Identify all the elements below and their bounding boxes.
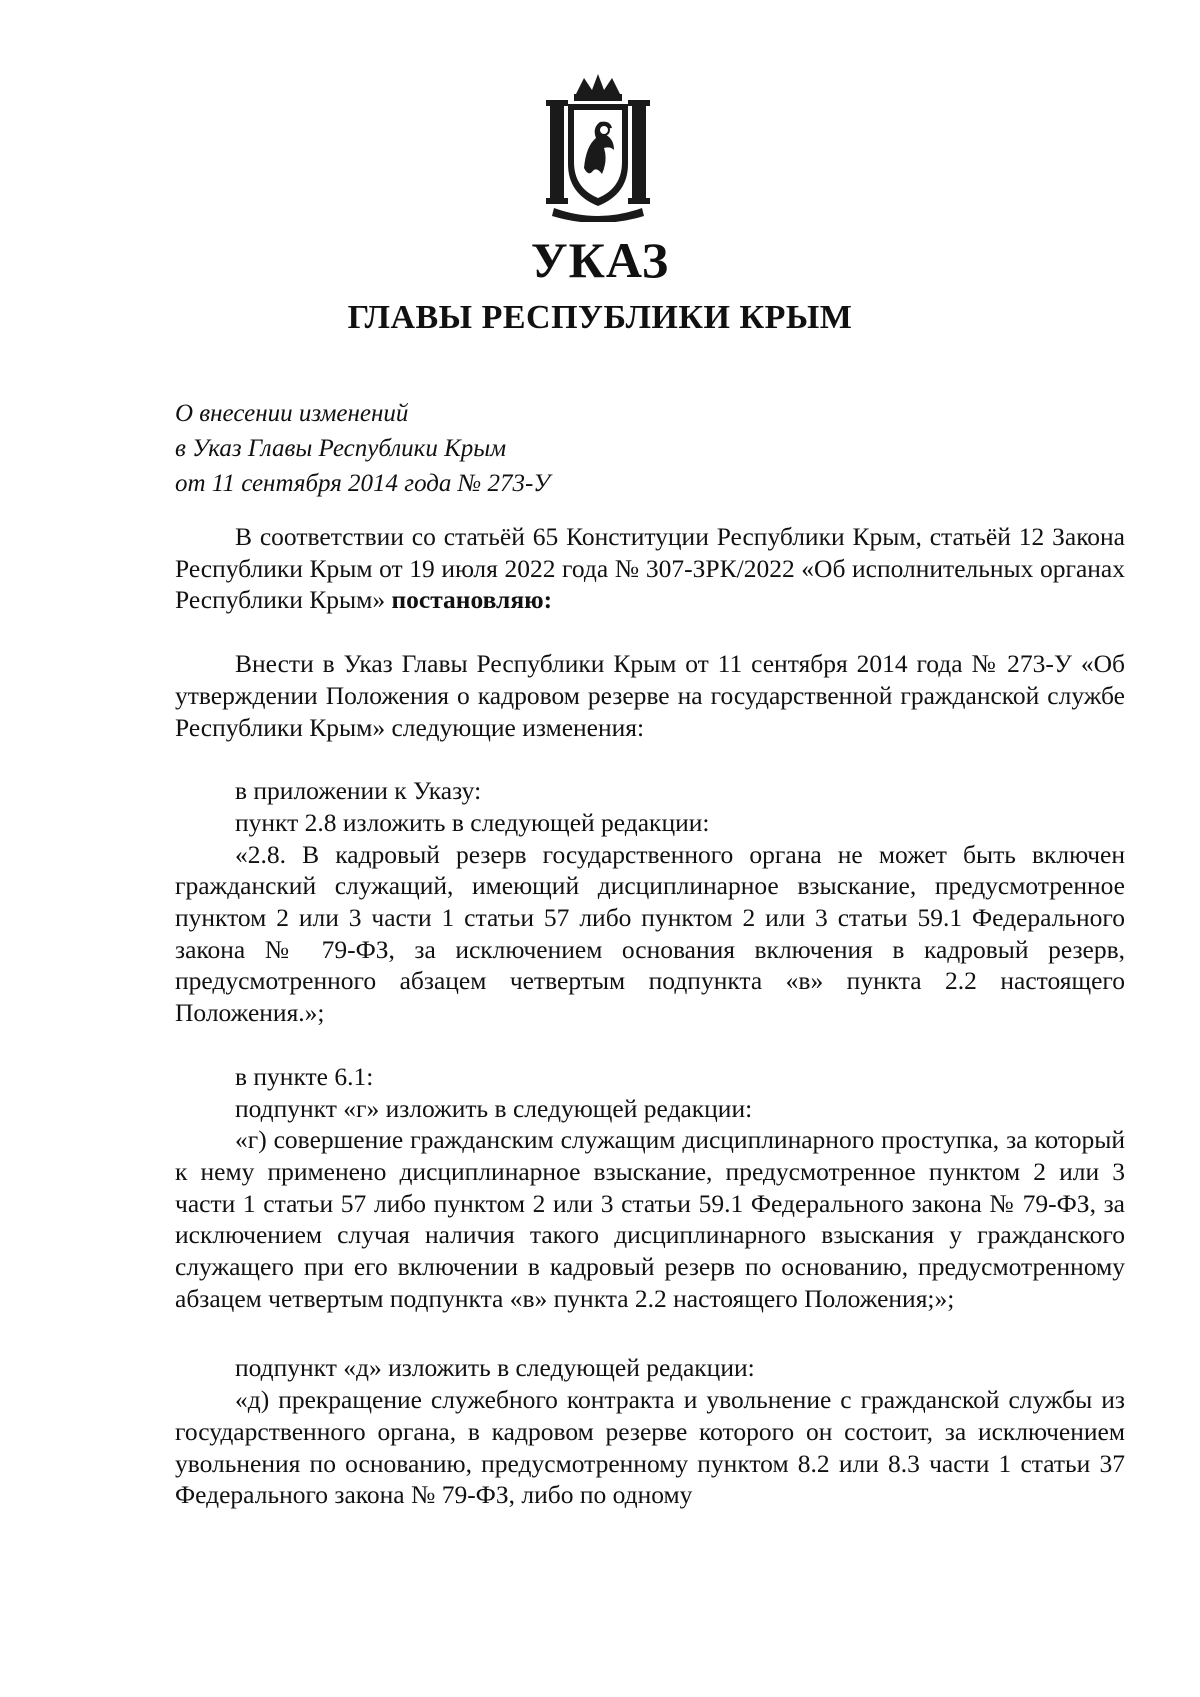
spacer [175, 1029, 1125, 1061]
body-paragraph: в пункте 6.1: [235, 1061, 374, 1091]
body-paragraph: подпункт «г» изложить в следующей редакции: [235, 1093, 753, 1123]
preamble-paragraph [175, 521, 1125, 616]
spacer [175, 616, 1125, 648]
document-title: УКАЗ [530, 232, 670, 288]
preamble-text: В соответствии со статьёй 65 Конституции Республики Крым, статьёй 12 Закона Республики Крым от 19 июля 2022 года № 307-ЗРК/2022 «Об исполнительных органах Республики Крым» [175, 522, 1125, 615]
body-paragraph: «д) прекращение служебного контракта и увольнение с гражданской службы из государственного органа, в кадровом резерве которого он состоит, за исключением увольнения по основанию, предусмотренному пунктом 8.2 или 8.3 части 1 статьи 37 Федерального закона № 79-ФЗ, либо по одному [175, 1385, 1125, 1510]
document-body [175, 521, 1125, 1511]
body-paragraph: подпункт «д» изложить в следующей редакции: [235, 1353, 755, 1383]
caption-line: в Указ Главы Республики Крым [175, 435, 507, 462]
document-subtitle: ГЛАВЫ РЕСПУБЛИКИ КРЫМ [347, 299, 853, 336]
preamble-operative-word: постановляю [391, 585, 544, 615]
body-paragraph: пункт 2.8 изложить в следующей редакции: [235, 807, 710, 837]
caption-line: от 11 сентября 2014 года № 273-У [175, 470, 551, 497]
preamble-colon: : [543, 585, 553, 615]
decree-caption [175, 396, 775, 501]
body-paragraph: Внести в Указ Главы Республики Крым от 11 сентября 2014 года № 273-У «Об утверждении Положения о кадровом резерве на государственной гражданской службе Республики Крым» следующие изменения: [175, 649, 1125, 742]
spacer [175, 743, 1125, 775]
body-paragraph: «2.8. В кадровый резерв государственного органа не может быть включен гражданский служащий, имеющий дисциплинарное взыскание, предусмотренное пунктом 2 или 3 части 1 статьи 57 либо пунктом 2 или 3 статьи 59.1 Федерального закона № 79-ФЗ, за исключением основания включения в кадровый резерв, предусмотренного абзацем четвертым подпункта «в» пункта 2.2 настоящего Положения.»; [175, 839, 1125, 1028]
caption-line: О внесении изменений [175, 400, 409, 427]
body-paragraph: в приложении к Указу: [235, 776, 482, 806]
spacer [175, 1314, 1125, 1352]
body-paragraph: «г) совершение гражданским служащим дисциплинарного проступка, за который к нему применено дисциплинарное взыскание, предусмотренное пунктом 2 или 3 части 1 статьи 57 либо пунктом 2 или 3 статьи 59.1 Федерального закона № 79-ФЗ, за исключением случая наличия такого дисциплинарного взыскания у гражданского служащего при его включении в кадровый резерв по основанию, предусмотренному абзацем четвертым подпункта «в» пункта 2.2 настоящего Положения;»; [175, 1125, 1125, 1313]
coat-of-arms-icon [540, 72, 656, 222]
